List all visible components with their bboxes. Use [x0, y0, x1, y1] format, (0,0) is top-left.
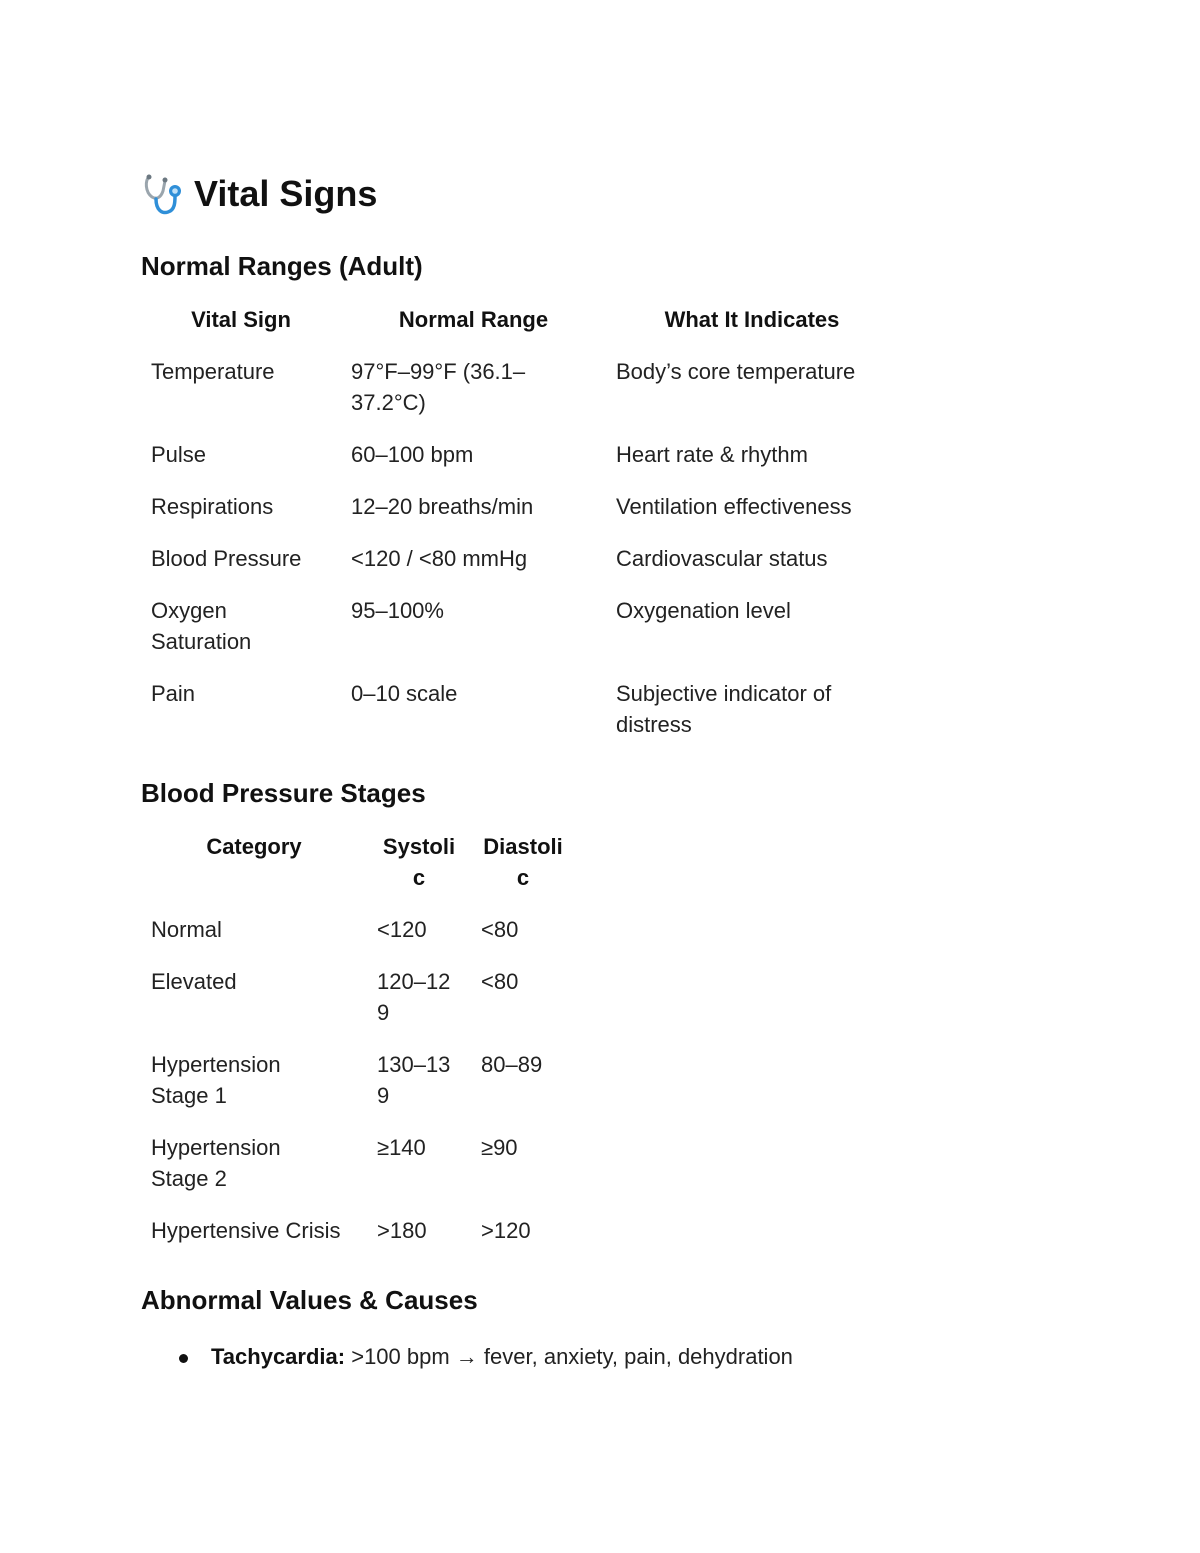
table-cell: 60–100 bpm	[351, 442, 474, 467]
table-row	[141, 439, 898, 491]
table-row	[141, 966, 575, 1049]
table-cell: Hypertension Stage 2	[151, 1135, 281, 1191]
table-cell: <80	[481, 969, 519, 994]
section-heading-bp-stages: Blood Pressure Stages	[141, 778, 426, 808]
page-title-text: Vital Signs	[194, 173, 378, 214]
table-cell: Hypertensive Crisis	[151, 1218, 341, 1243]
section-heading-abnormal-values: Abnormal Values & Causes	[141, 1285, 478, 1315]
table-cell: 97°F–99°F (36.1–37.2°C)	[351, 359, 526, 415]
table-cell: Elevated	[151, 969, 237, 994]
column-header: Systolic	[382, 834, 456, 890]
list-item	[141, 1341, 793, 1373]
table-cell: Hypertension Stage 1	[151, 1052, 281, 1108]
table-cell: 95–100%	[351, 598, 444, 623]
table-cell: ≥140	[377, 1135, 426, 1160]
table-cell: <80	[481, 917, 519, 942]
table-cell: Ventilation effectiveness	[616, 494, 852, 519]
table-cell: Cardiovascular status	[616, 546, 828, 571]
column-header: Vital Sign	[191, 307, 291, 332]
table-cell: Temperature	[151, 359, 275, 384]
table-row	[141, 1049, 575, 1132]
page-title	[142, 172, 377, 216]
table-cell: Oxygen Saturation	[151, 598, 252, 654]
table-cell: <120 / <80 mmHg	[351, 546, 528, 571]
table-cell: >120	[481, 1218, 531, 1243]
table-row	[141, 491, 898, 543]
table-cell: Pulse	[151, 442, 207, 467]
table-header-row	[141, 304, 898, 356]
table-header-row	[141, 831, 575, 914]
table-cell: Blood Pressure	[151, 546, 302, 571]
column-header: What It Indicates	[664, 307, 840, 332]
column-header: Category	[206, 834, 302, 859]
bp-stages-table	[141, 831, 575, 1267]
normal-ranges-table	[141, 304, 898, 761]
table-cell: Body’s core temperature	[616, 359, 856, 384]
table-cell: Respirations	[151, 494, 274, 519]
table-row	[141, 678, 898, 761]
table-cell: Heart rate & rhythm	[616, 442, 808, 467]
column-header: Diastolic	[483, 834, 563, 890]
table-cell: ≥90	[481, 1135, 518, 1160]
table-row	[141, 543, 898, 595]
table-row	[141, 914, 575, 966]
table-row	[141, 1132, 575, 1215]
table-cell: Normal	[151, 917, 222, 942]
table-cell: 130–139	[377, 1052, 451, 1108]
table-row	[141, 595, 898, 678]
table-cell: 120–129	[377, 969, 451, 1025]
section-heading-normal-ranges: Normal Ranges (Adult)	[141, 251, 423, 281]
table-cell: 0–10 scale	[351, 681, 458, 706]
table-row	[141, 1215, 575, 1267]
table-cell: 80–89	[481, 1052, 543, 1077]
list-item-text: >100 bpm → fever, anxiety, pain, dehydration	[345, 1344, 793, 1369]
stethoscope-icon	[142, 172, 186, 216]
table-cell: >180	[377, 1218, 427, 1243]
table-cell: <120	[377, 917, 427, 942]
abnormal-values-list	[141, 1341, 793, 1373]
table-cell: 12–20 breaths/min	[351, 494, 534, 519]
table-row	[141, 356, 898, 439]
column-header: Normal Range	[398, 307, 549, 332]
table-cell: Pain	[151, 681, 196, 706]
bullet-icon	[179, 1354, 188, 1363]
table-cell: Subjective indicator of distress	[616, 681, 832, 737]
table-cell: Oxygenation level	[616, 598, 791, 623]
list-item-term: Tachycardia:	[211, 1344, 346, 1369]
